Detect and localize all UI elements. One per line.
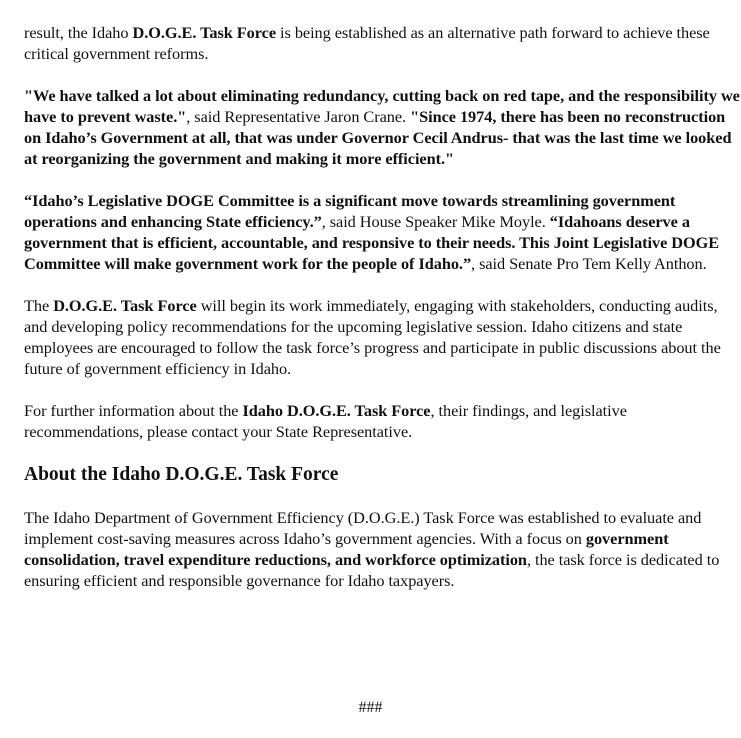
crane-attribution: , said Representative Jaron Crane. [186, 107, 411, 126]
paragraph-about [24, 507, 740, 591]
about-heading: About the Idaho D.O.G.E. Task Force [24, 464, 339, 485]
text-run: is being established as an alternative path forward to achieve these critical government reforms. [24, 23, 710, 63]
end-of-release-mark: ### [358, 699, 383, 716]
anthon-attribution: , said Senate Pro Tem Kelly Anthon. [471, 254, 707, 273]
crane-quote-2: "Since 1974, there has been no reconstruction on Idaho’s Government at all, that was under Governor Cecil Andrus- that was the last time we looked at reorganizing the government and making it more efficient." [24, 107, 732, 168]
text-run: result, the Idaho [24, 23, 133, 42]
text-run: , the task force is dedicated to ensuring efficient and responsible governance for Idaho taxpayers. [24, 550, 720, 590]
paragraph-next-steps [24, 295, 740, 379]
task-force-name: D.O.G.E. Task Force [53, 296, 197, 315]
paragraph-crane-quote [24, 85, 740, 169]
moyle-quote: “Idaho’s Legislative DOGE Committee is a significant move towards streamlining government operations and enhancing State efficiency.” [24, 191, 676, 231]
paragraph-intro [24, 22, 740, 64]
text-run: The Idaho Department of Government Efficiency (D.O.G.E.) Task Force was established to evaluate and implement cost-saving measures across Idaho’s government agencies. With a focus on [24, 508, 702, 548]
paragraph-leadership-quotes [24, 190, 740, 274]
press-release-body [24, 22, 740, 612]
text-run: , their findings, and legislative recommendations, please contact your State Representative. [24, 401, 627, 441]
paragraph-contact [24, 400, 740, 442]
focus-areas: government consolidation, travel expenditure reductions, and workforce optimization [24, 529, 669, 569]
task-force-name: D.O.G.E. Task Force [132, 23, 277, 42]
text-run: For further information about the [24, 401, 243, 420]
text-run: will begin its work immediately, engaging with stakeholders, conducting audits, and developing policy recommendations for the upcoming legislative session. Idaho citizens and state employees are encouraged to follow the task force’s progress and participate in public discussions about the future of government efficiency in Idaho. [24, 296, 721, 378]
moyle-attribution: , said House Speaker Mike Moyle. [321, 212, 550, 231]
text-run: The [24, 296, 54, 315]
anthon-quote: “Idahoans deserve a government that is efficient, accountable, and responsive to their needs. This Joint Legislative DOGE Committee will make government work for the people of Idaho.” [24, 212, 720, 273]
task-force-name: Idaho D.O.G.E. Task Force [242, 401, 431, 420]
crane-quote-1: "We have talked a lot about eliminating redundancy, cutting back on red tape, and the responsibility we have to prevent waste." [24, 86, 740, 126]
